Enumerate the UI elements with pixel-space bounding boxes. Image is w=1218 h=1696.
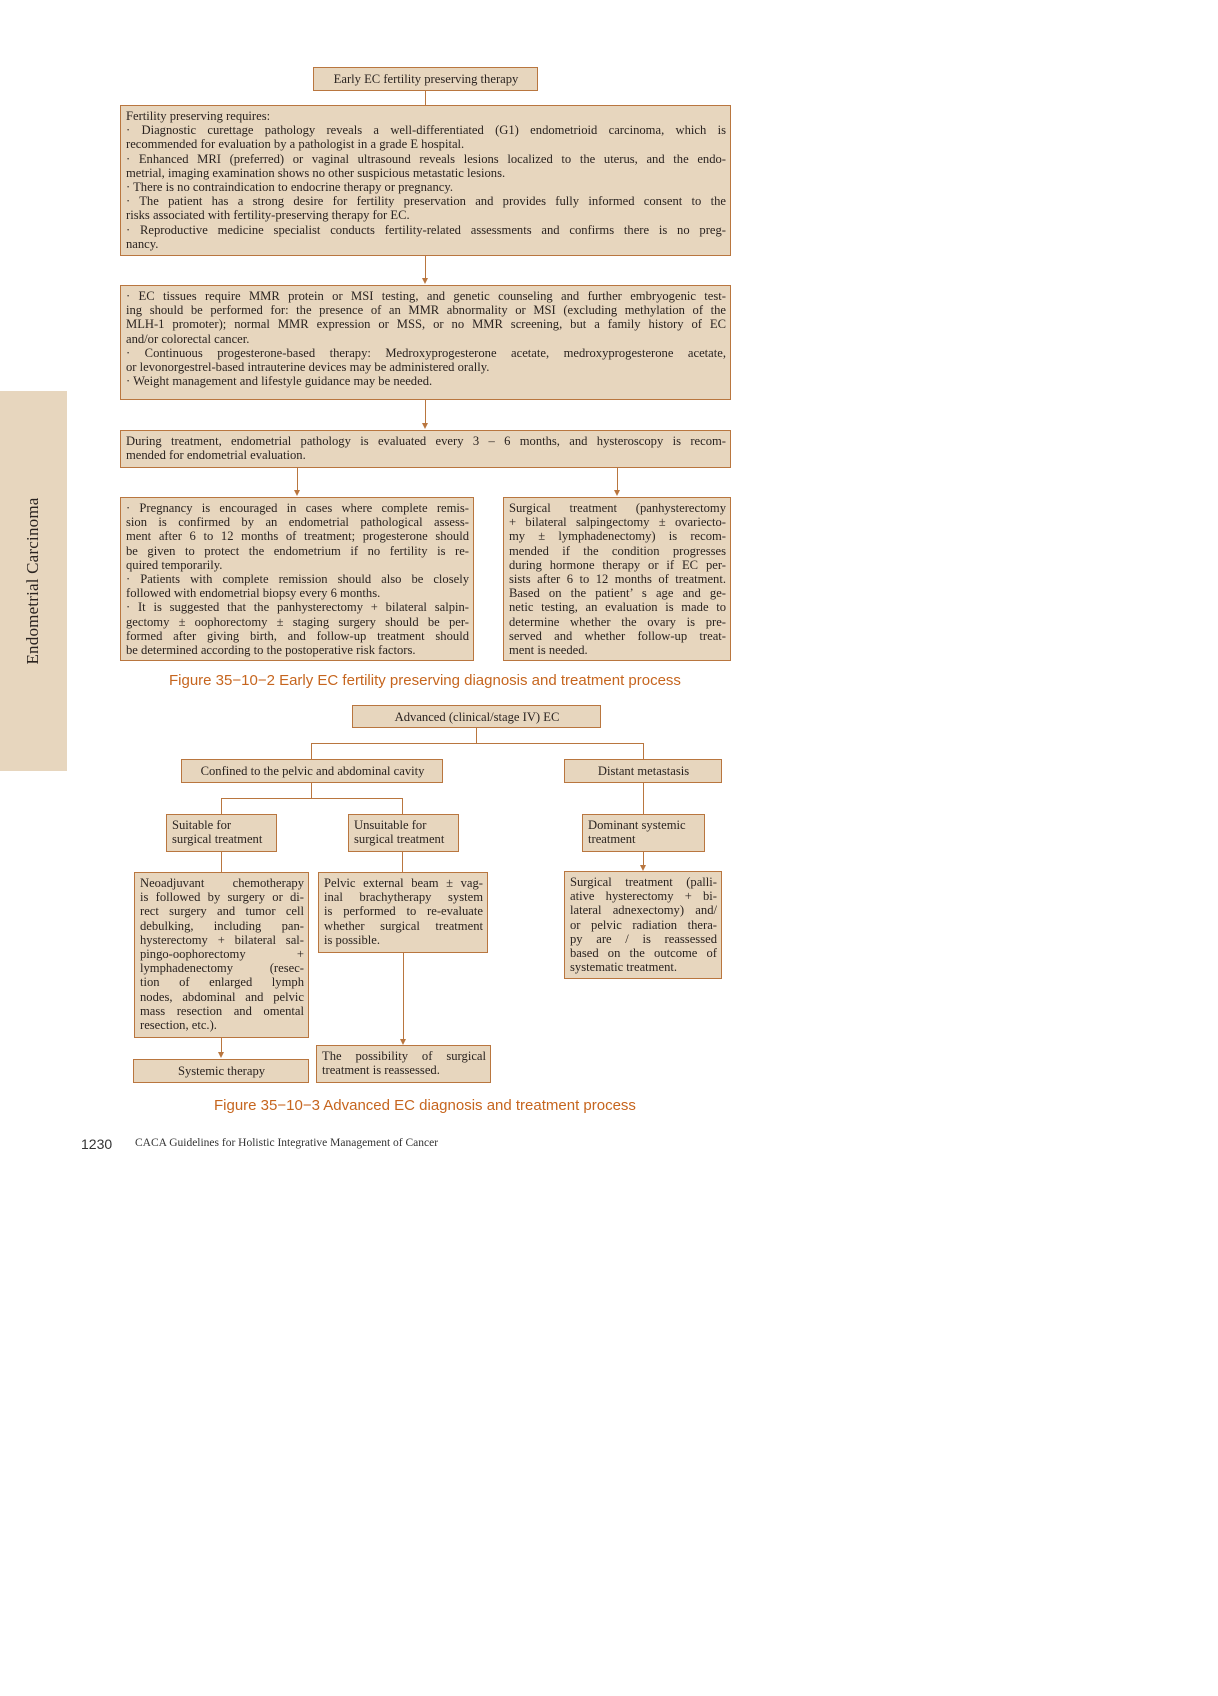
figure-caption-early: Figure 35−10−2 Early EC fertility preserving diagnosis and treatment process [169, 672, 681, 689]
box-text-line: · EC tissues require MMR protein or MSI testing, and genetic counseling and further embryogenic test- [126, 289, 726, 303]
distant-metastasis-label: Distant metastasis [597, 764, 690, 778]
connector [402, 798, 403, 814]
box-text-line: metrial, imaging examination shows no other suspicious metastatic lesions. [126, 165, 506, 180]
box-text-line: ing should be performed for: the presence of an MMR abnormality or MSI (excluding methylation of the [126, 303, 726, 318]
box-text-line: During treatment, endometrial pathology is evaluated every 3 – 6 months, and hysteroscopy is recom- [126, 434, 726, 448]
box-text-line: nodes, abdominal and pelvic [140, 989, 304, 1004]
box-text-line: formed after giving birth, and follow-up treatment should [126, 628, 469, 643]
box-text-line: Fertility preserving requires: [126, 109, 271, 123]
connector [311, 783, 312, 798]
box-text-line: netic testing, an evaluation is made to [509, 600, 726, 615]
box-text-line: or levonorgestrel-based intrauterine devices may be administered orally. [126, 360, 490, 375]
remission-box [120, 497, 474, 661]
box-text-line: MLH-1 promoter); normal MMR expression or MSS, or no MMR screening, but a family history of EC [126, 317, 726, 332]
box-text-line: hysterectomy + bilateral sal- [140, 932, 304, 947]
box-text-line: systematic treatment. [570, 960, 678, 975]
testing-therapy-box [120, 285, 731, 400]
systemic-therapy-box [133, 1059, 309, 1083]
pelvic-external-beam-box [318, 872, 488, 953]
box-text-line: pingo-oophorectomy + [140, 947, 304, 962]
connector [425, 91, 426, 105]
page-number: 1230 [81, 1136, 113, 1152]
box-text-line: py are / is reassessed [570, 931, 717, 946]
connector [402, 852, 403, 872]
connector [221, 852, 222, 872]
side-tab-label: Endometrial Carcinoma [23, 497, 42, 665]
arrow-head [422, 278, 428, 284]
box-text-line: Unsuitable for [354, 818, 427, 832]
unsuitable-box [348, 814, 459, 852]
box-text-line: treatment [588, 832, 636, 847]
early-ec-title: Early EC fertility preserving therapy [333, 72, 519, 86]
box-text-line: · Continuous progesterone-based therapy: Medroxyprogesterone acetate, medroxyprogesterone acetate, [126, 345, 726, 360]
surgical-progress-box [503, 497, 731, 661]
box-text-line: Neoadjuvant chemotherapy [140, 876, 304, 890]
arrow-head [294, 490, 300, 496]
connector [425, 256, 426, 278]
early-ec-title-box [313, 67, 538, 91]
arrow-head [218, 1052, 224, 1058]
box-text-line: · It is suggested that the panhysterectomy + bilateral salpin- [126, 600, 469, 615]
box-text-line: nancy. [126, 236, 159, 251]
box-text-line: Pelvic external beam ± vag- [324, 876, 483, 890]
box-text-line: gectomy ± oophorectomy ± staging surgery should be per- [126, 614, 469, 629]
connector [297, 468, 298, 490]
box-text-line: Based on the patient’ s age and ge- [509, 586, 726, 601]
box-text-line: is possible. [324, 932, 380, 947]
box-text-line: mended if the condition progresses [509, 543, 726, 558]
book-title: CACA Guidelines for Holistic Integrative Management of Cancer [135, 1137, 439, 1149]
box-text-line: ment after 6 to 12 months of treatment; progesterone should [126, 529, 469, 544]
figure-caption-advanced: Figure 35−10−3 Advanced EC diagnosis and treatment process [214, 1097, 636, 1114]
box-text-line: Surgical treatment (palli- [570, 875, 717, 889]
connector [403, 953, 404, 1041]
box-text-line: sion is confirmed by an endometrial pathological assess- [126, 515, 469, 530]
box-text-line: The possibility of surgical [322, 1049, 486, 1063]
distant-surgical-box [564, 871, 722, 979]
connector [476, 728, 477, 743]
neoadjuvant-box [134, 872, 309, 1038]
box-text-line: · Reproductive medicine specialist conducts fertility-related assessments and confirms there is no preg- [126, 222, 726, 237]
box-text-line: lateral adnexectomy) and/ [570, 903, 717, 918]
connector [643, 783, 644, 814]
fertility-requirements-box [120, 105, 731, 256]
box-text-line: · Diagnostic curettage pathology reveals a well-differentiated (G1) endometrioid carcinoma, which is [126, 123, 726, 138]
box-text-line: tion of enlarged lymph [140, 975, 304, 990]
box-text-line: · There is no contraindication to endocrine therapy or pregnancy. [126, 180, 453, 195]
box-text-line: treatment is reassessed. [322, 1063, 440, 1078]
advanced-ec-title: Advanced (clinical/stage IV) EC [394, 710, 560, 724]
box-text-line: determine whether the ovary is pre- [509, 614, 726, 629]
connector [221, 798, 403, 799]
evaluation-box [120, 430, 731, 468]
box-text-line: surgical treatment [172, 832, 263, 847]
box-text-line: debulking, including pan- [140, 918, 304, 933]
connector [221, 798, 222, 814]
arrow-head [614, 490, 620, 496]
box-text-line: · Enhanced MRI (preferred) or vaginal ultrasound reveals lesions localized to the uterus, and the endo- [126, 151, 726, 166]
box-text-line: or pelvic radiation thera- [570, 917, 717, 932]
box-text-line: inal brachytherapy system [324, 890, 483, 905]
box-text-line: · Weight management and lifestyle guidance may be needed. [126, 374, 433, 389]
box-text-line: mass resection and omental [140, 1003, 304, 1018]
box-text-line: whether surgical treatment [324, 918, 483, 933]
box-text-line: my ± lymphadenectomy) is recom- [509, 529, 726, 544]
box-text-line: is followed by surgery or di- [140, 890, 304, 905]
box-text-line: sists after 6 to 12 months of treatment. [509, 572, 726, 587]
box-text-line: during hormone therapy or if EC per- [509, 557, 726, 572]
box-text-line: Surgical treatment (panhysterectomy [509, 501, 726, 515]
box-text-line: recommended for evaluation by a pathologist in a grade E hospital. [126, 137, 465, 152]
reassessed-box [316, 1045, 491, 1083]
connector [311, 743, 312, 759]
arrow-head [422, 423, 428, 429]
box-text-line: ment is needed. [509, 643, 588, 658]
box-text-line: lymphadenectomy (resec- [140, 961, 304, 976]
box-text-line: risks associated with fertility-preserving therapy for EC. [126, 208, 410, 223]
dominant-systemic-box [582, 814, 705, 852]
confined-label: Confined to the pelvic and abdominal cavity [200, 764, 425, 778]
confined-box [181, 759, 443, 783]
connector [311, 743, 644, 744]
suitable-box [166, 814, 277, 852]
box-text-line: resection, etc.). [140, 1018, 217, 1033]
box-text-line: Dominant systemic [588, 818, 686, 832]
box-text-line: be given to protect the endometrium if no fertility is re- [126, 543, 469, 558]
box-text-line: Suitable for [172, 818, 232, 832]
box-text-line: · Pregnancy is encouraged in cases where complete remis- [126, 501, 469, 515]
advanced-ec-title-box [352, 705, 601, 728]
box-text-line: be determined according to the postoperative risk factors. [126, 643, 416, 658]
box-text-line: and/or colorectal cancer. [126, 331, 250, 346]
systemic-therapy-label: Systemic therapy [177, 1064, 266, 1078]
box-text-line: mended for endometrial evaluation. [126, 448, 306, 463]
distant-metastasis-box [564, 759, 722, 783]
box-text-line: ative hysterectomy + bi- [570, 889, 717, 904]
connector [425, 400, 426, 423]
box-text-line: · The patient has a strong desire for fertility preservation and provides fully informed consent to the [126, 194, 726, 209]
box-text-line: rect surgery and tumor cell [140, 904, 304, 919]
box-text-line: · Patients with complete remission should also be closely [126, 572, 469, 587]
box-text-line: based on the outcome of [570, 946, 717, 961]
box-text-line: surgical treatment [354, 832, 445, 847]
box-text-line: followed with endometrial biopsy every 6 months. [126, 586, 381, 601]
connector [617, 468, 618, 490]
box-text-line: + bilateral salpingectomy ± ovariecto- [509, 515, 726, 530]
box-text-line: is performed to re-evaluate [324, 904, 483, 919]
connector [643, 743, 644, 759]
box-text-line: served and whether follow-up treat- [509, 628, 726, 643]
box-text-line: quired temporarily. [126, 557, 223, 572]
